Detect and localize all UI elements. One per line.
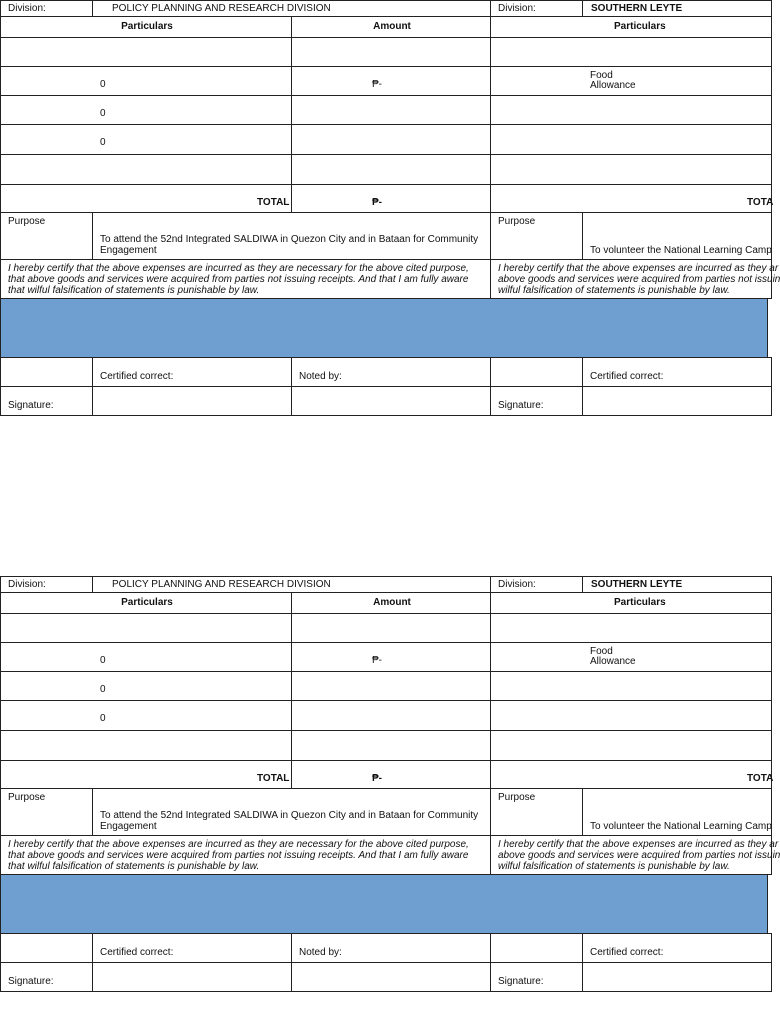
blue-band	[0, 298, 768, 358]
certified-label: Certified correct:	[590, 371, 664, 382]
particular-cell	[0, 730, 292, 761]
amount-cell	[291, 66, 491, 96]
particulars-header-cell	[490, 16, 772, 38]
particular-value: 0	[100, 79, 106, 90]
division-value-cell	[582, 0, 772, 17]
noted-label: Noted by:	[299, 371, 342, 382]
division-label-cell	[0, 576, 93, 593]
particular-cell	[490, 730, 772, 761]
certified-cell	[92, 933, 292, 963]
certified-label: Certified correct:	[590, 947, 664, 958]
particulars-header-cell	[490, 592, 772, 614]
particular-cell	[0, 642, 292, 672]
signature-label-cell	[0, 386, 93, 416]
certified-label: Certified correct:	[100, 947, 174, 958]
certification-cell	[0, 835, 491, 875]
purpose-text-cell	[582, 788, 772, 836]
division-value: SOUTHERN LEYTE	[591, 3, 683, 14]
food-line-1: Food	[590, 646, 613, 657]
division-label: Division:	[498, 3, 536, 14]
empty-cell	[490, 933, 583, 963]
particular-cell	[490, 671, 772, 701]
certification-text: I hereby certify that the above expenses are incurred as they are necessary for the above cited purpose, that above goods and services were acquired from parties not issuing receipts. And that I am fully aware that wilful falsification of statements is punishable by law.	[8, 839, 469, 872]
food-line-1: Food	[590, 70, 613, 81]
amount-value: ₱-	[372, 79, 382, 90]
particular-cell	[0, 37, 292, 67]
particulars-header: Particulars	[121, 21, 173, 32]
blue-band	[0, 874, 768, 934]
particular-cell	[0, 613, 292, 643]
particular-value: 0	[100, 713, 106, 724]
total-label-cell	[490, 760, 772, 789]
particular-cell	[490, 154, 772, 185]
particulars-header: Particulars	[614, 21, 666, 32]
food-line-2: Allowance	[590, 656, 636, 667]
total-label-cell	[490, 184, 772, 213]
certification-text: I hereby certify that the above expenses are incurred as they are necessary for the above cited purpose, that above goods and services were acquired from parties not issuing receipts. And that I am fully aware that wilful falsification of statements is punishable by law.	[8, 263, 469, 296]
particular-cell	[0, 95, 292, 125]
total-value-cell	[291, 184, 491, 213]
empty-cell	[490, 357, 583, 387]
amount-cell	[291, 154, 491, 185]
division-value: POLICY PLANNING AND RESEARCH DIVISION	[112, 3, 331, 14]
particular-value: 0	[100, 684, 106, 695]
division-value: SOUTHERN LEYTE	[591, 579, 683, 590]
expense-form-2	[0, 576, 780, 992]
particulars-header-cell	[0, 592, 292, 614]
amount-cell	[291, 642, 491, 672]
total-label: TOTAL	[257, 773, 290, 784]
division-label: Division:	[8, 579, 46, 590]
certification-line-1: I hereby certify that the above expenses are incurred as they ar	[498, 263, 779, 274]
particulars-header-cell	[0, 16, 292, 38]
total-label: TOTAL	[257, 197, 290, 208]
signature-field	[92, 386, 292, 416]
purpose-text: To attend the 52nd Integrated SALDIWA in Quezon City and in Bataan for Community Engagement	[100, 234, 479, 256]
total-label: TOTA	[747, 773, 774, 784]
purpose-label-cell	[490, 788, 583, 836]
amount-cell	[291, 730, 491, 761]
amount-header-cell	[291, 16, 491, 38]
amount-cell	[291, 613, 491, 643]
signature-label-cell	[490, 386, 583, 416]
certification-cell	[490, 259, 780, 299]
amount-header-cell	[291, 592, 491, 614]
division-value-cell	[92, 576, 491, 593]
amount-cell	[291, 671, 491, 701]
amount-header: Amount	[373, 21, 411, 32]
division-label-cell	[490, 0, 583, 17]
purpose-text-cell	[92, 788, 491, 836]
particular-cell	[490, 700, 772, 731]
particular-value: 0	[100, 137, 106, 148]
purpose-label-cell	[490, 212, 583, 260]
noted-cell	[291, 357, 491, 387]
signature-field	[92, 962, 292, 992]
particulars-header: Particulars	[614, 597, 666, 608]
division-label-cell	[0, 0, 93, 17]
total-value: ₱-	[372, 197, 382, 208]
purpose-text: To attend the 52nd Integrated SALDIWA in Quezon City and in Bataan for Community Engagement	[100, 810, 479, 832]
certified-label: Certified correct:	[100, 371, 174, 382]
purpose-text: To volunteer the National Learning Camp	[590, 821, 772, 832]
division-value: POLICY PLANNING AND RESEARCH DIVISION	[112, 579, 331, 590]
certified-cell	[92, 357, 292, 387]
signature-label: Signature:	[8, 976, 54, 987]
amount-value: ₱-	[372, 655, 382, 666]
division-value-cell	[582, 576, 772, 593]
certification-cell	[0, 259, 491, 299]
certified-cell	[582, 933, 772, 963]
particular-cell	[0, 66, 292, 96]
total-value-cell	[291, 760, 491, 789]
division-label: Division:	[498, 579, 536, 590]
certification-line-2: above goods and services were acquired from parties not issuin	[498, 850, 780, 861]
certified-cell	[582, 357, 772, 387]
particular-value: 0	[100, 655, 106, 666]
particular-cell	[490, 613, 772, 643]
certification-line-3: wilful falsification of statements is punishable by law.	[498, 285, 730, 296]
particular-cell	[490, 66, 772, 96]
total-label: TOTA	[747, 197, 774, 208]
particular-value: 0	[100, 108, 106, 119]
particular-cell	[0, 700, 292, 731]
purpose-label: Purpose	[498, 792, 536, 803]
signature-field	[291, 386, 491, 416]
division-value-cell	[92, 0, 491, 17]
purpose-label-cell	[0, 788, 93, 836]
amount-cell	[291, 37, 491, 67]
particular-cell	[490, 124, 772, 155]
total-value: ₱-	[372, 773, 382, 784]
particular-cell	[0, 671, 292, 701]
certification-line-3: wilful falsification of statements is punishable by law.	[498, 861, 730, 872]
purpose-label: Purpose	[8, 216, 46, 227]
division-label: Division:	[8, 3, 46, 14]
particular-cell	[490, 37, 772, 67]
certification-line-2: above goods and services were acquired from parties not issuin	[498, 274, 780, 285]
amount-cell	[291, 95, 491, 125]
signature-label: Signature:	[498, 976, 544, 987]
expense-form-1	[0, 0, 780, 416]
signature-label-cell	[0, 962, 93, 992]
particular-cell	[0, 154, 292, 185]
noted-label: Noted by:	[299, 947, 342, 958]
particular-cell	[490, 95, 772, 125]
amount-cell	[291, 124, 491, 155]
purpose-label-cell	[0, 212, 93, 260]
food-line-2: Allowance	[590, 80, 636, 91]
amount-cell	[291, 700, 491, 731]
signature-label: Signature:	[8, 400, 54, 411]
signature-label: Signature:	[498, 400, 544, 411]
particulars-header: Particulars	[121, 597, 173, 608]
signature-field	[582, 962, 772, 992]
amount-header: Amount	[373, 597, 411, 608]
empty-cell	[0, 933, 93, 963]
purpose-text: To volunteer the National Learning Camp	[590, 245, 772, 256]
purpose-text-cell	[92, 212, 491, 260]
particular-cell	[490, 642, 772, 672]
empty-cell	[0, 357, 93, 387]
signature-field	[582, 386, 772, 416]
division-label-cell	[490, 576, 583, 593]
noted-cell	[291, 933, 491, 963]
total-label-cell	[0, 760, 292, 789]
certification-cell	[490, 835, 780, 875]
signature-label-cell	[490, 962, 583, 992]
purpose-text-cell	[582, 212, 772, 260]
total-label-cell	[0, 184, 292, 213]
particular-cell	[0, 124, 292, 155]
certification-line-1: I hereby certify that the above expenses are incurred as they ar	[498, 839, 779, 850]
signature-field	[291, 962, 491, 992]
purpose-label: Purpose	[498, 216, 536, 227]
purpose-label: Purpose	[8, 792, 46, 803]
